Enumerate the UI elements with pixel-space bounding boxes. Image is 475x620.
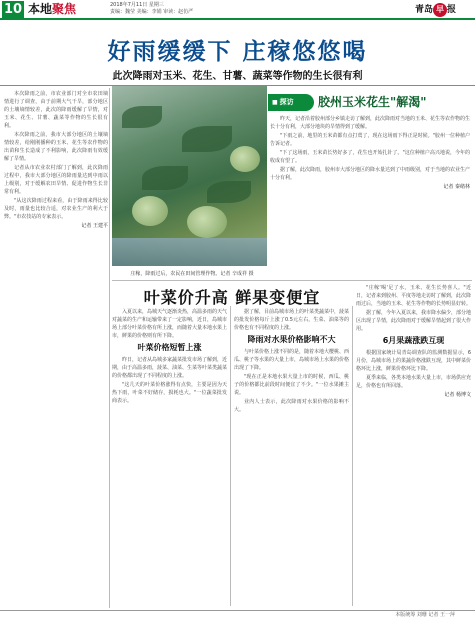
photo-caption: 庄稼，降雨过后，农民在田间管理作物。记者 辛成祥 摄 bbox=[130, 271, 254, 277]
page-footer: 本版统筹 刘珊 记者 王一萍 bbox=[0, 610, 475, 620]
paragraph: "下了这场雨，玉米苗长势好多了，花生也开始扎针了。"这位种植户高兴地说，今年的收成有望了。 bbox=[270, 150, 470, 164]
paragraph: "庄稼'喝'足了水，玉米、花生长势喜人。"近日，记者来到胶州、平度等地走访时了解到，此次降雨过后，当地的玉米、花生等作物的长势明显好转。 bbox=[356, 285, 471, 307]
explore-label: 探访 bbox=[279, 98, 294, 106]
subsection-title: 叶菜价格短暂上涨 bbox=[137, 343, 202, 352]
logo-badge: 早 bbox=[433, 3, 447, 17]
paragraph: 与叶菜价格上涨不同的是，随着本地大樱桃、西瓜、桃子等水果的大量上市，岛城市场上水果的价格出现了下降。 bbox=[234, 349, 349, 371]
left-article bbox=[4, 90, 108, 490]
page-number: 10 bbox=[3, 2, 23, 17]
section-focus: 聚焦 bbox=[52, 2, 77, 16]
byline: 记者 秦绪林 bbox=[443, 184, 470, 190]
explore-badge bbox=[268, 94, 314, 111]
paragraph: "现在正是本地水果大量上市的时候，西瓜、桃子的价格都比前段时间便宜了不少。"一位水果摊主说。 bbox=[234, 374, 349, 396]
side-article bbox=[270, 115, 470, 275]
paragraph: 入夏以来，岛城天气逐渐炎热，高温多雨的天气对蔬菜的生产和运输带来了一定影响，近日，岛城市场上部分叶菜价格有所上涨，而随着大量本地水果上市，鲜果的价格则有所下降。 bbox=[112, 309, 227, 339]
sub-headline: 此次降雨对玉米、花生、甘薯、蔬菜等作物的生长很有利 bbox=[112, 71, 363, 82]
paragraph: 夏季来临，各类本地水果大量上市，市场供应充足，价格也有所回落。 bbox=[356, 375, 471, 389]
editor-line: 责编：魏莹 美编：李娟 审读：赵仿严 bbox=[110, 9, 194, 15]
subsection-title: 降雨对水果价格影响不大 bbox=[247, 335, 336, 344]
subsection-title: 6月果蔬涨跌互现 bbox=[382, 336, 445, 345]
main-headline: 好雨缓缓下 庄稼悠悠喝 bbox=[107, 39, 368, 65]
newspaper-logo bbox=[415, 2, 469, 18]
article-col-b bbox=[234, 308, 349, 608]
paragraph: 据了解，今年入夏以来，我市降水偏少，部分地区出现了旱情，此次降雨对于缓解旱情起到了很大作用。 bbox=[356, 310, 471, 332]
paragraph: 业内人士表示，此次降雨对水果价格的影响不大。 bbox=[234, 399, 349, 413]
paragraph: 据了解，此次降雨，胶州市大部分地区的降水量达到了中雨级别，对于当地的农业生产十分有利。 bbox=[270, 167, 470, 181]
article-col-a bbox=[112, 308, 227, 608]
paragraph: "下雨之前，地里的玉米苗都有点打蔫了，现在这场雨下得正是时候。"胶州一位种植户告诉记者。 bbox=[270, 133, 470, 147]
page-header bbox=[0, 0, 475, 20]
paragraph: 记者从市农业农村部门了解到，此次降雨过程中，我市大部分地区的降雨量达到中雨以上级别，对于缓解农田旱情、促进作物生长非常有利。 bbox=[4, 165, 108, 195]
column-divider bbox=[230, 306, 231, 606]
logo-suffix: 报 bbox=[447, 5, 457, 15]
column-divider bbox=[352, 306, 353, 606]
byline: 记者 王建平 bbox=[81, 223, 108, 229]
paragraph: "这几天的叶菜价格涨得有点快，主要是因为天热下雨，叶菜不好储存，损耗也大。"一位蔬菜批发商表示。 bbox=[112, 382, 227, 404]
paragraph: 昨日，记者从岛城多家蔬菜批发市场了解到，近期，由于高温多雨，菠菜、油菜、生菜等叶菜类蔬菜的价格都出现了不同程度的上涨。 bbox=[112, 357, 227, 379]
section-title bbox=[28, 1, 76, 18]
section-local: 本地 bbox=[28, 2, 53, 16]
paragraph: 根据国家统计局青岛调查队的监测数据显示，6月份，岛城市场上的果蔬价格涨跌互现，其中鲜菜价格环比上涨，鲜果价格环比下降。 bbox=[356, 350, 471, 372]
article-col-c bbox=[356, 284, 471, 608]
square-icon: ■ bbox=[272, 99, 278, 106]
paragraph: 昨天，记者沿着胶州部分乡镇走访了解到，此次降雨对当地的玉米、花生等农作物的生长十分有利，大部分地块的旱情得到了缓解。 bbox=[270, 116, 470, 130]
paragraph: 本次降雨之前，市农业部门对全市农田墒情进行了调查，由于前期大气干旱，部分地区的土壤墒情较差，此次的降雨缓解了旱情，对玉米、花生、甘薯、蔬菜等作物的生长很有利。 bbox=[4, 91, 108, 129]
divider bbox=[112, 280, 472, 281]
logo-text: 青岛 bbox=[415, 5, 434, 15]
paragraph: "从这次降雨过程来看，由于降雨来得比较及时，雨量也比较合适，对农业生产的利大于弊。"市农技站的专家表示。 bbox=[4, 198, 108, 220]
date-line: 2018年7月11日 星期三 bbox=[110, 2, 164, 8]
column-divider bbox=[109, 88, 110, 608]
farm-photo bbox=[112, 86, 267, 266]
secondary-headline: 叶菜价升高 鲜果变便宜 bbox=[143, 288, 321, 307]
paragraph: 据了解，目前岛城市场上的叶菜类蔬菜中，菠菜的批发价格每斤上涨了0.5元左右，生菜、油菜等的价格也有不同程度的上涨。 bbox=[234, 309, 349, 331]
byline: 记者 杨博文 bbox=[444, 392, 471, 398]
date-info bbox=[110, 2, 193, 16]
paragraph: 本次降雨之前，我市大部分地区的土壤墒情较差，给刚刚播种的玉米、花生等农作物的出苗和生长造成了不利影响，此次降雨有效缓解了旱情。 bbox=[4, 132, 108, 162]
side-article-title: 胶州玉米花生"解渴" bbox=[318, 95, 427, 109]
